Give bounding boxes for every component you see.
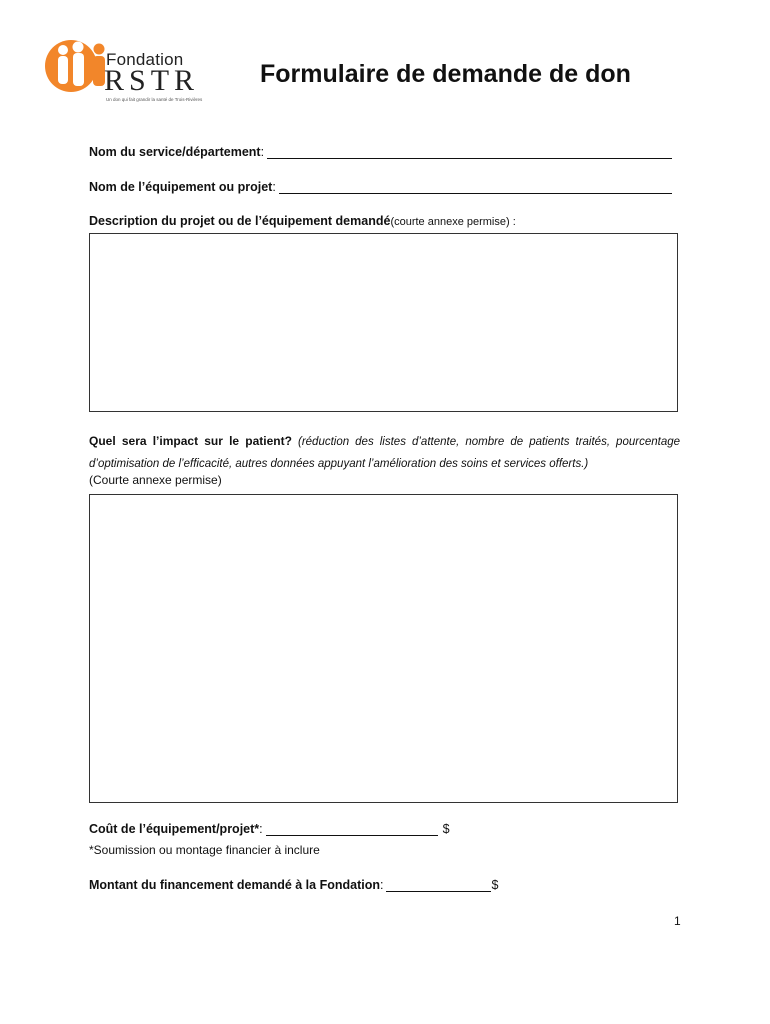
logo-acronym: RSTR — [104, 64, 200, 97]
service-row — [89, 144, 672, 159]
impact-question-detail: (réduction des listes d’attente, nombre de patients traités, pourcentage d’optimisation de l’efficacité, autres données appuyant l’amélioration des soins et services offerts.) — [89, 436, 681, 470]
equipment-separator: : — [272, 180, 276, 194]
funding-label: Montant du financement demandé à la Fondation — [89, 878, 380, 892]
impact-textarea[interactable] — [89, 494, 678, 803]
funding-currency: $ — [491, 878, 499, 892]
impact-question-label: Quel sera l’impact sur le patient? — [89, 434, 292, 448]
description-label: Description du projet ou de l’équipement demandé — [89, 214, 391, 228]
cost-footnote: *Soumission ou montage financier à inclure — [89, 843, 320, 857]
description-row — [89, 214, 516, 228]
form-title: Formulaire de demande de don — [260, 60, 631, 88]
logo-tagline: Un don qui fait grandir la santé de Trois-Rivières — [106, 97, 203, 102]
service-input[interactable] — [267, 144, 672, 159]
cost-input[interactable] — [266, 821, 438, 836]
service-label: Nom du service/département — [89, 145, 261, 159]
description-note: (courte annexe permise) : — [390, 216, 516, 228]
equipment-input[interactable] — [279, 179, 672, 194]
impact-question — [89, 431, 680, 475]
funding-input[interactable] — [386, 877, 491, 892]
cost-label: Coût de l’équipement/projet* — [89, 822, 260, 836]
equipment-label: Nom de l’équipement ou projet — [89, 180, 273, 194]
description-textarea[interactable] — [89, 233, 678, 412]
page-number: 1 — [674, 914, 681, 928]
service-separator: : — [260, 145, 265, 159]
funding-row — [89, 877, 498, 892]
cost-currency: $ — [442, 822, 450, 836]
cost-row — [89, 821, 450, 836]
cost-separator: : — [259, 822, 263, 836]
logo-wordmark: Fondation — [106, 50, 184, 69]
impact-note: (Courte annexe permise) — [89, 473, 222, 487]
funding-separator: : — [380, 878, 384, 892]
fondation-rstr-logo — [44, 34, 204, 106]
equipment-row — [89, 179, 672, 194]
